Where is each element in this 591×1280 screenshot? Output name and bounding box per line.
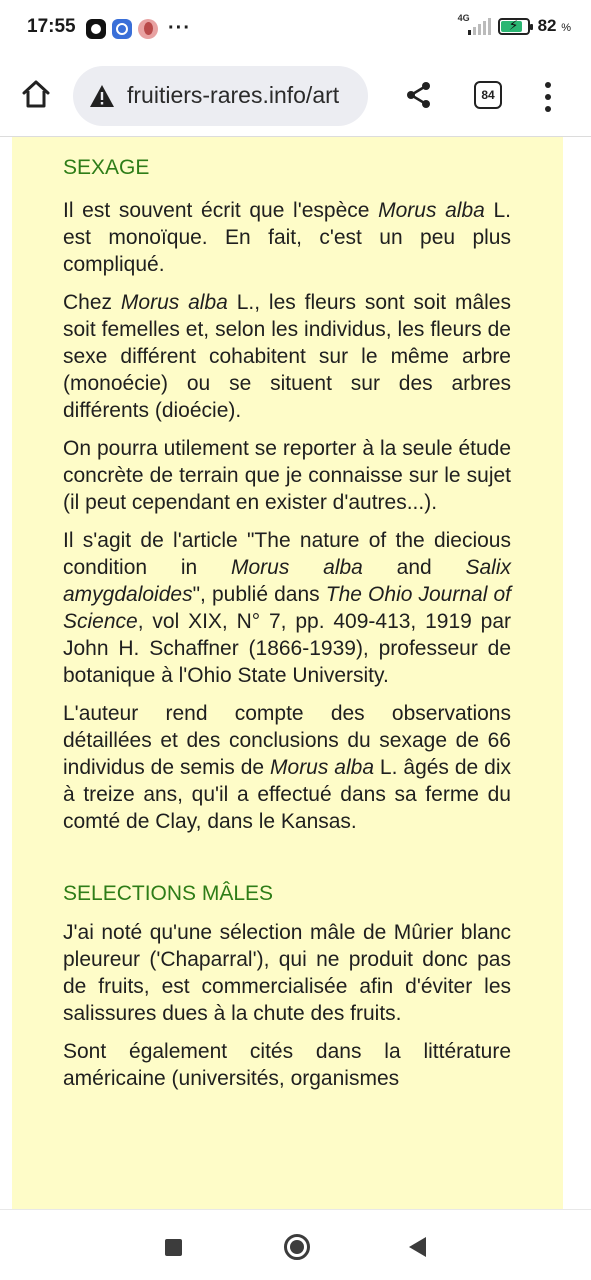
network-type-label: 4G [457,13,470,23]
battery-icon [498,18,530,35]
url-text[interactable]: fruitiers-rares.info/art [127,82,340,108]
warning-triangle-icon[interactable] [89,84,115,108]
paragraph: Il est souvent écrit que l'espèce Morus alba L. est monoïque. En fait, c'est un peu plus compliqué. [63,199,511,276]
address-bar[interactable] [73,66,368,126]
tab-switcher-button[interactable]: 84 [474,81,502,109]
app-notification-icon [86,19,106,39]
paragraph: Chez Morus alba L., les fleurs sont soit mâles soit femelles et, selon les individus, les fleurs de sexe différent cohabitent sur le même arbre (monoécie) ou se situent sur des arbres différents (dioécie). [63,291,511,422]
browser-toolbar [0,58,591,136]
paragraph: L'auteur rend compte des observations détaillées et des conclusions du sexage de 66 individus de semis de Morus alba L. âgés de dix à treize ans, qu'il a effectué dans sa ferme du comté de Clay, dans le Kansas. [63,702,511,833]
home-button-icon[interactable] [284,1234,310,1260]
section-heading-sexage: SEXAGE [63,156,150,179]
paragraph: Sont également cités dans la littérature américaine (universités, organismes [63,1040,511,1090]
paragraph: On pourra utilement se reporter à la seule étude concrète de terrain que je connaisse sur le sujet (il peut cependant en exister d'autres...). [63,437,511,514]
article-body [63,155,511,1103]
share-icon[interactable] [404,80,434,110]
status-time: 17:55 [27,16,76,37]
recents-button-icon[interactable] [165,1239,182,1256]
paragraph: Il s'agit de l'article "The nature of the diecious condition in Morus alba and Salix amygdaloides", publié dans The Ohio Journal of Science, vol XIX, N° 7, pp. 409-413, 1919 par John H. Schaffner (1866-1939), professeur de botanique à l'Ohio State University. [63,529,511,687]
status-bar [0,0,591,58]
notification-icons [86,17,191,40]
system-icons [458,15,571,37]
cell-signal-icon [458,15,490,37]
system-navigation-bar [0,1209,591,1280]
home-icon[interactable] [20,78,52,110]
paragraph: J'ai noté qu'une sélection mâle de Mûrier blanc pleureur ('Chaparral'), qui ne produit donc pas de fruits, est commercialisée afin d'éviter les salissures dues à la chute des fruits. [63,921,511,1025]
page-viewport[interactable] [0,137,591,1209]
app-notification-icon [138,19,158,39]
more-notifications-icon: ··· [168,17,191,39]
more-options-icon[interactable] [538,80,558,112]
charging-bolt-icon: ⚡ [508,16,519,33]
app-notification-icon [112,19,132,39]
back-button-icon[interactable] [409,1237,426,1257]
battery-percentage: 82 % [537,16,571,35]
section-heading-selections-males: SELECTIONS MÂLES [63,882,274,905]
